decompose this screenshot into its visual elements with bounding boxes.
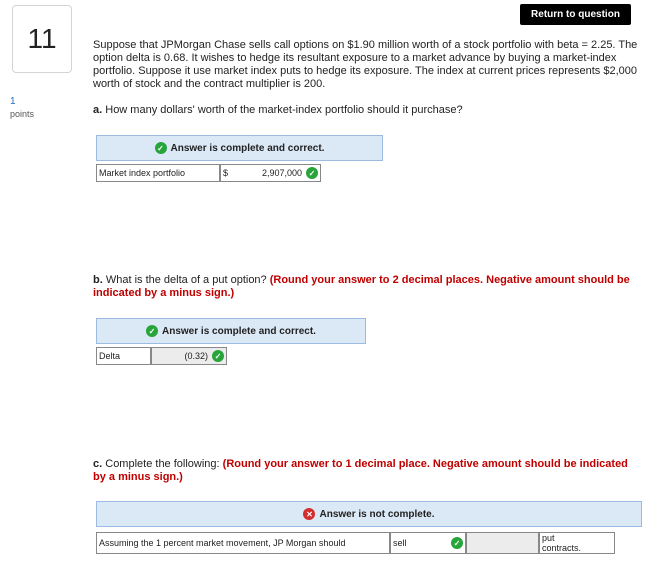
part-b-status-bar <box>96 318 366 344</box>
points-value: 1 <box>10 96 16 107</box>
part-b-prompt <box>93 274 641 300</box>
points-label: points <box>10 109 35 119</box>
part-c-row-label-cell <box>96 532 390 554</box>
part-c-suffix-cell <box>539 532 615 554</box>
part-c-status-bar <box>96 501 642 527</box>
part-c-instruction: (Round your answer to 1 decimal place. Negative amount should be indicated by a minus sign.) <box>93 458 628 483</box>
part-a-status-text: Answer is complete and correct. <box>170 142 325 154</box>
part-a-row-label: Market index portfolio <box>99 168 186 178</box>
check-circle-icon: ✓ <box>451 537 463 549</box>
part-b-answer-input[interactable] <box>151 347 227 365</box>
part-c-suffix-line2: contracts. <box>542 543 582 553</box>
x-circle-icon: ✕ <box>303 508 315 520</box>
return-to-question-button[interactable]: Return to question <box>520 4 631 25</box>
part-b-instruction: (Round your answer to 2 decimal places. Negative amount should be indicated by a minus sign.) <box>93 274 630 299</box>
part-a-text: How many dollars' worth of the market-index portfolio should it purchase? <box>105 104 463 116</box>
part-a-prompt <box>93 104 641 117</box>
part-c-dropdown-value: sell <box>393 538 407 548</box>
currency-symbol: $ <box>223 168 229 178</box>
part-b-row-label-cell <box>96 347 151 365</box>
part-a-prefix: a. <box>93 104 103 116</box>
part-a-row-label-cell <box>96 164 220 182</box>
part-b-text: What is the delta of a put option? <box>105 274 267 286</box>
check-circle-icon: ✓ <box>146 325 158 337</box>
check-circle-icon: ✓ <box>155 142 167 154</box>
part-c-prompt <box>93 458 641 484</box>
part-b-row-label: Delta <box>99 351 121 361</box>
part-c-amount-input[interactable] <box>466 532 539 554</box>
part-b-answer-value: (0.32) <box>184 351 208 361</box>
part-a-status-bar <box>96 135 383 161</box>
question-text: Suppose that JPMorgan Chase sells call options on $1.90 million worth of a stock portfolio with beta = 2.25. The option delta is 0.68. It wishes to hedge its resultant exposure to a market advance by buying a market-index portfolio. Suppose it use market index puts to hedge its exposure. The index at current prices represents $2,000 worth of stock and the contract multiplier is 200. <box>93 39 638 90</box>
part-b-prefix: b. <box>93 274 103 286</box>
part-c-status-text: Answer is not complete. <box>319 508 435 520</box>
check-circle-icon: ✓ <box>306 167 318 179</box>
part-c-text: Complete the following: <box>105 458 220 470</box>
part-a-answer-value: 2,907,000 <box>261 168 302 178</box>
part-c-row-label: Assuming the 1 percent market movement, JP Morgan should <box>99 538 346 548</box>
part-c-suffix-line1: put <box>542 533 555 543</box>
question-number-box <box>12 5 72 73</box>
question-number: 11 <box>27 23 57 54</box>
part-a-answer-input[interactable] <box>220 164 321 182</box>
part-c-prefix: c. <box>93 458 103 470</box>
part-c-action-dropdown[interactable] <box>390 532 466 554</box>
check-circle-icon: ✓ <box>212 350 224 362</box>
part-b-status-text: Answer is complete and correct. <box>162 325 316 337</box>
